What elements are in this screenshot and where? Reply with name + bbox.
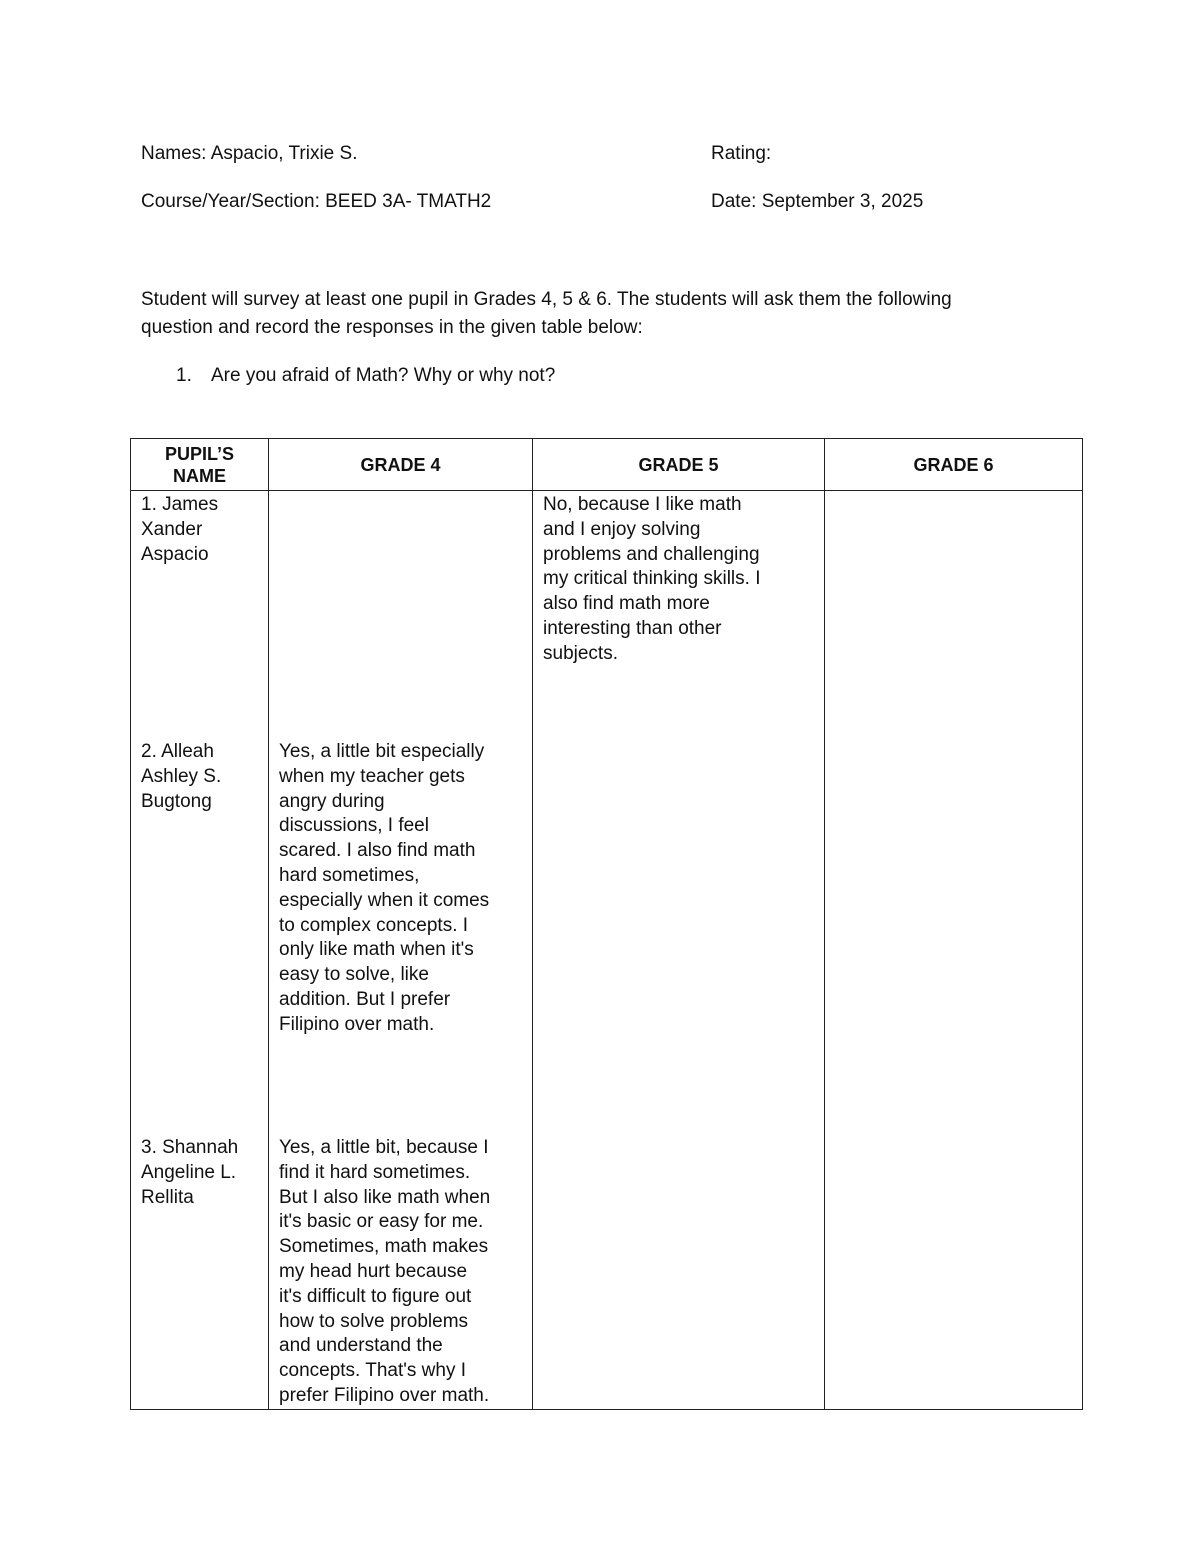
- rating-line: Rating:: [711, 143, 772, 164]
- column-header-grade-4: GRADE 4: [269, 439, 533, 491]
- table-header-row: [131, 439, 1083, 491]
- names-line: Names: Aspacio, Trixie S.: [141, 143, 358, 164]
- pupil-name-2: 2. Alleah Ashley S. Bugtong: [141, 741, 222, 812]
- column-header-grade-6: GRADE 6: [825, 439, 1083, 491]
- course-line: Course/Year/Section: BEED 3A- TMATH2: [141, 191, 492, 212]
- grade-4-response-2: Yes, a little bit especially when my teacher gets angry during discussions, I feel scared. I also find math hard sometimes, especially when it comes to complex concepts. I only like math when it's easy to solve, like addition. But I prefer Filipino over math.: [279, 741, 490, 1035]
- column-header-grade-5: GRADE 5: [533, 439, 825, 491]
- grade-4-cell: [269, 491, 533, 1410]
- column-header-label: PUPIL’S NAME: [164, 443, 235, 486]
- date-line: Date: September 3, 2025: [711, 191, 924, 212]
- grade-5-response-1: No, because I like math and I enjoy solving problems and challenging my critical thinking skills. I also find math more interesting than other subjects.: [543, 494, 761, 664]
- pupil-name-cell: [131, 491, 269, 1410]
- pupil-name-3: 3. Shannah Angeline L. Rellita: [141, 1137, 239, 1208]
- grade-6-cell: [825, 491, 1083, 1410]
- pupil-name-1: 1. James Xander Aspacio: [141, 494, 219, 565]
- grade-5-cell: [533, 491, 825, 1410]
- column-header-pupil-name: [131, 439, 269, 491]
- instructions-paragraph: Student will survey at least one pupil in Grades 4, 5 & 6. The students will ask them the following question and record the responses in the given table below:: [141, 289, 952, 338]
- grade-4-response-3: Yes, a little bit, because I find it hard sometimes. But I also like math when it's basic or easy for me. Sometimes, math makes my head hurt because it's difficult to figure out how to solve problems and understand the concepts. That's why I prefer Filipino over math.: [279, 1137, 491, 1406]
- table-row: [131, 491, 1083, 1410]
- question-text: Are you afraid of Math? Why or why not?: [211, 365, 556, 386]
- survey-table: [130, 438, 1083, 1410]
- question-number: 1.: [176, 365, 192, 386]
- question-item: [176, 364, 555, 388]
